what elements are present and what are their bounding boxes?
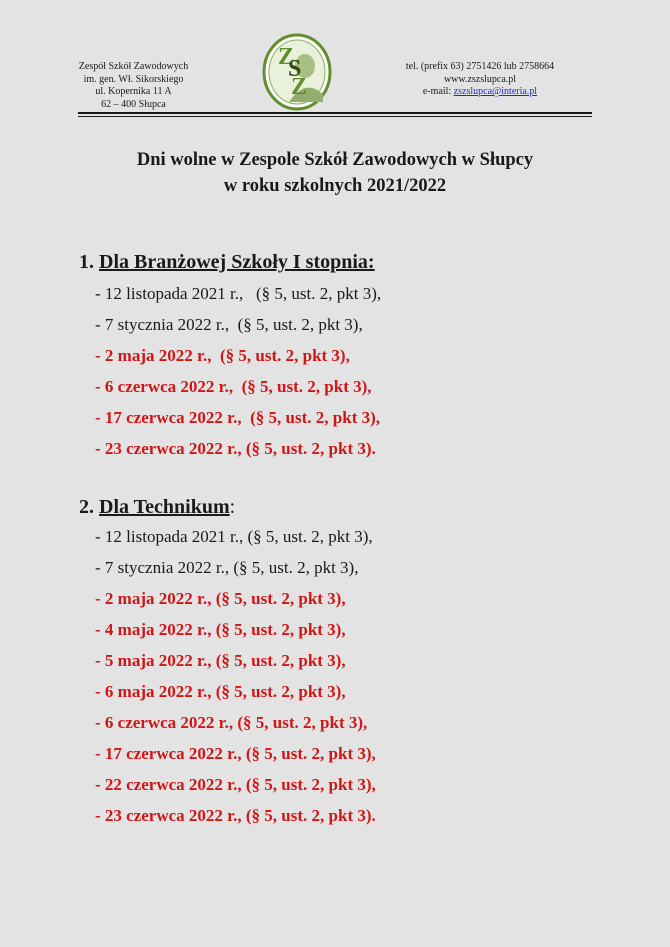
school-address-block xyxy=(56,61,211,111)
section-heading-technikum xyxy=(79,495,235,519)
school-name: Zespół Szkół Zawodowych xyxy=(78,61,189,72)
list-item: - 22 czerwca 2022 r., (§ 5, ust. 2, pkt 3), xyxy=(95,775,376,794)
svg-text:Z: Z xyxy=(278,44,295,70)
list-item: - 2 maja 2022 r., (§ 5, ust. 2, pkt 3), xyxy=(95,589,346,608)
list-item: - 2 maja 2022 r., (§ 5, ust. 2, pkt 3), xyxy=(95,346,350,365)
website-line[interactable]: www.zszslupca.pl xyxy=(443,73,517,85)
school-contact-block xyxy=(370,61,590,99)
section-number: 1. xyxy=(79,251,94,273)
list-item: - 23 czerwca 2022 r., (§ 5, ust. 2, pkt 3). xyxy=(95,439,376,458)
list-item: - 4 maja 2022 r., (§ 5, ust. 2, pkt 3), xyxy=(95,620,346,639)
document-title: Dni wolne w Zespole Szkół Zawodowych w Słupcy xyxy=(136,150,534,170)
school-street: ul. Kopernika 11 A xyxy=(95,86,172,97)
list-item: - 17 czerwca 2022 r., (§ 5, ust. 2, pkt 3), xyxy=(95,408,381,427)
list-item: - 6 maja 2022 r., (§ 5, ust. 2, pkt 3), xyxy=(95,682,346,701)
section-label: Dla Branżowej Szkoły I stopnia: xyxy=(99,251,375,273)
header-divider-thick xyxy=(78,112,592,114)
email-line xyxy=(370,86,590,99)
section-number: 2. xyxy=(79,496,94,518)
list-item: - 12 listopada 2021 r., (§ 5, ust. 2, pkt 3), xyxy=(95,284,382,303)
svg-text:Z: Z xyxy=(291,74,308,100)
section-label: Dla Technikum xyxy=(99,496,230,518)
phone-line: tel. (prefix 63) 2751426 lub 2758664 xyxy=(405,61,555,72)
school-patron: im. gen. Wł. Sikorskiego xyxy=(83,73,184,85)
list-item: - 6 czerwca 2022 r., (§ 5, ust. 2, pkt 3), xyxy=(95,713,368,732)
section-suffix: : xyxy=(229,496,236,518)
list-item: - 7 stycznia 2022 r., (§ 5, ust. 2, pkt 3), xyxy=(95,315,363,334)
list-item: - 12 listopada 2021 r., (§ 5, ust. 2, pkt 3), xyxy=(95,527,373,546)
school-emblem-icon xyxy=(261,32,333,112)
section-heading-branzowa xyxy=(79,250,375,274)
list-item: - 7 stycznia 2022 r., (§ 5, ust. 2, pkt 3), xyxy=(95,558,359,577)
school-postal-city: 62 – 400 Słupca xyxy=(101,98,166,110)
list-item: - 17 czerwca 2022 r., (§ 5, ust. 2, pkt 3), xyxy=(95,744,376,763)
email-link[interactable]: zszslupca@interia.pl xyxy=(453,86,538,97)
email-label: e-mail: xyxy=(422,86,454,97)
svg-text:S: S xyxy=(288,56,302,82)
header-divider-thin xyxy=(78,116,592,117)
list-item: - 23 czerwca 2022 r., (§ 5, ust. 2, pkt 3). xyxy=(95,806,376,825)
list-item: - 5 maja 2022 r., (§ 5, ust. 2, pkt 3), xyxy=(95,651,346,670)
document-subtitle: w roku szkolnych 2021/2022 xyxy=(223,176,447,196)
list-item: - 6 czerwca 2022 r., (§ 5, ust. 2, pkt 3), xyxy=(95,377,372,396)
